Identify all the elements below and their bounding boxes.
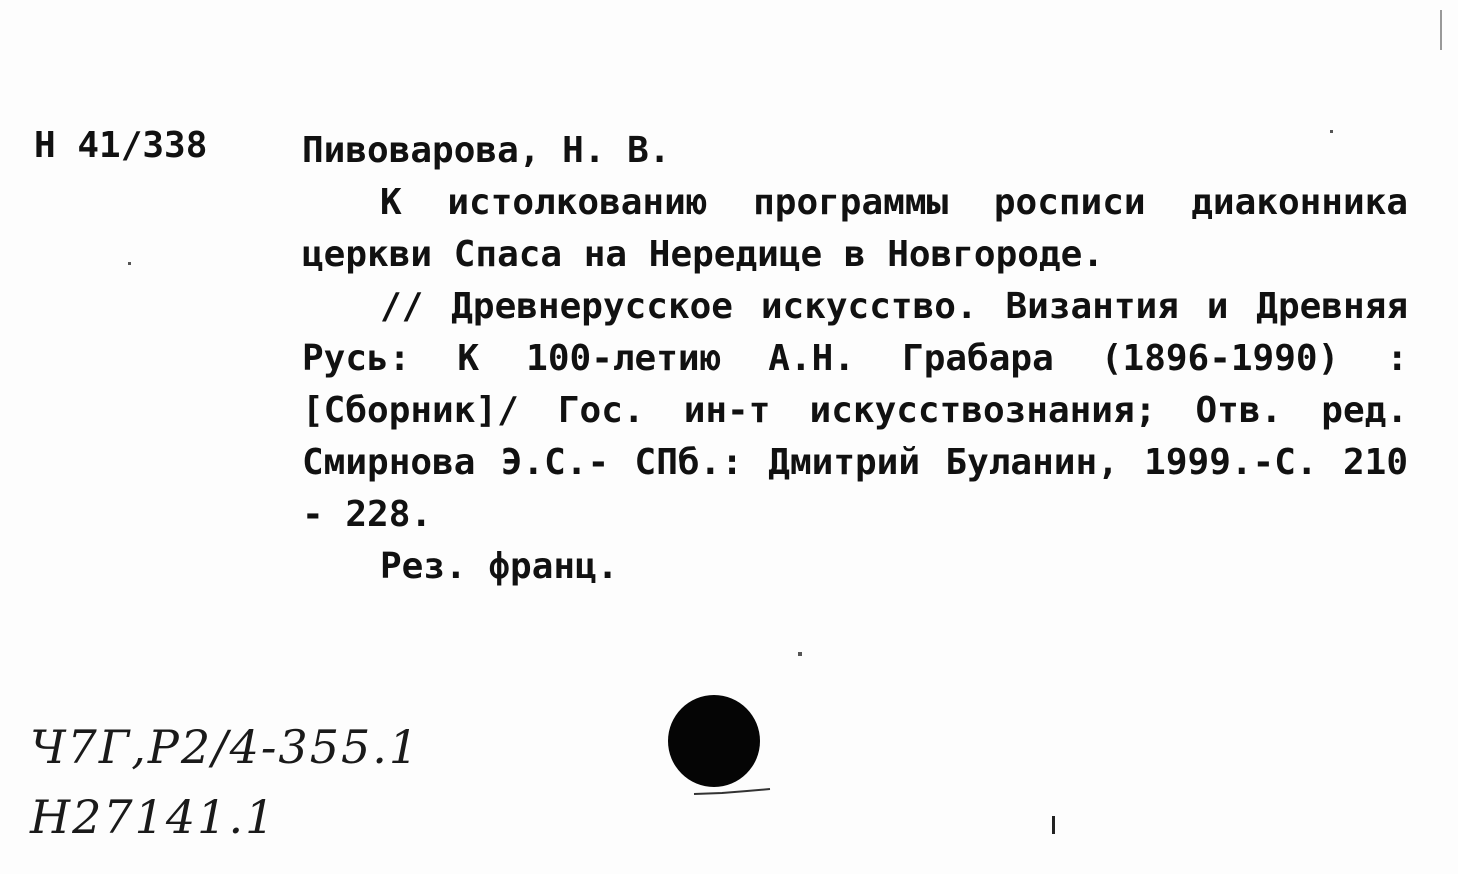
- bibliographic-entry: [302, 125, 1408, 593]
- work-title: К истолкованию программы росписи диаконника церкви Спаса на Нередице в Новгороде.: [302, 182, 1408, 275]
- speck: [1330, 130, 1333, 133]
- speck: [1440, 10, 1442, 50]
- summary-note: Рез. франц.: [380, 546, 619, 587]
- speck: [798, 652, 802, 656]
- stray-mark: [1052, 816, 1055, 834]
- punch-hole: [668, 695, 760, 787]
- ink-smudge: [692, 788, 772, 796]
- source-description: // Древнерусское искусство. Византия и Древняя Русь: К 100-летию А.Н. Грабара (1896-1990) : [Сборник]/ Гос. ин-т искусствознания; Отв. ред. Смирнова Э.С.- СПб.: Дмитрий Буланин, 1999.-С. 210 - 228.: [302, 286, 1408, 535]
- shelfmark: Н 41/338: [34, 125, 208, 166]
- handwritten-inventory-number: Н27141.1: [30, 790, 277, 844]
- handwritten-classification: Ч7Г,Р2/4-355.1: [30, 720, 421, 774]
- speck: [128, 262, 131, 265]
- author-heading: Пивоварова, Н. В.: [302, 130, 671, 171]
